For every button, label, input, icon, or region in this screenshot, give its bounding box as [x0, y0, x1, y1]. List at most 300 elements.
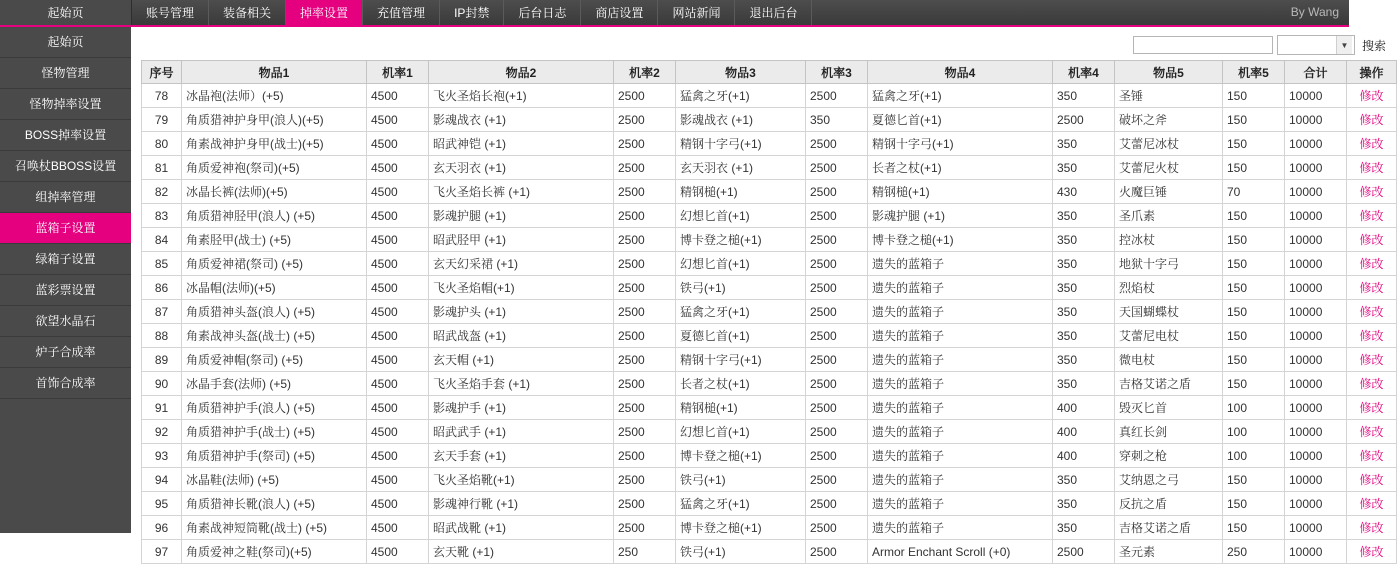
cell-i1: 角素战神护身甲(战士)(+5): [182, 132, 367, 156]
cell-i2: 飞火圣焰长裤 (+1): [429, 180, 614, 204]
cell-i3: 玄天羽衣 (+1): [676, 156, 806, 180]
cell-i4: 夏德匕首(+1): [868, 108, 1053, 132]
cell-r1: 4500: [367, 372, 429, 396]
cell-i3: 精钢槌(+1): [676, 180, 806, 204]
cell-r5: 100: [1223, 444, 1285, 468]
edit-link[interactable]: 修改: [1359, 545, 1384, 559]
top-nav-item[interactable]: 网站新闻: [658, 0, 735, 25]
cell-total: 10000: [1285, 156, 1347, 180]
sidebar-item[interactable]: 炉子合成率: [0, 337, 131, 368]
cell-i2: 昭武战靴 (+1): [429, 516, 614, 540]
edit-link[interactable]: 修改: [1359, 329, 1384, 343]
top-nav-item[interactable]: 掉率设置: [286, 0, 363, 25]
cell-r2: 2500: [614, 468, 676, 492]
cell-r4: 350: [1053, 324, 1115, 348]
top-nav-item[interactable]: 后台日志: [504, 0, 581, 25]
cell-total: 10000: [1285, 276, 1347, 300]
table-column-header: 物品2: [429, 61, 614, 84]
cell-r4: 350: [1053, 252, 1115, 276]
table-row: [142, 420, 1397, 444]
sidebar-item[interactable]: 欲望水晶石: [0, 306, 131, 337]
table-column-header: 机率3: [806, 61, 868, 84]
cell-r1: 4500: [367, 516, 429, 540]
cell-r2: 2500: [614, 300, 676, 324]
cell-i3: 猛禽之牙(+1): [676, 84, 806, 108]
cell-r2: 2500: [614, 228, 676, 252]
table-row: [142, 252, 1397, 276]
cell-i5: 反抗之盾: [1115, 492, 1223, 516]
cell-r5: 150: [1223, 516, 1285, 540]
cell-i1: 角质猎神护手(浪人) (+5): [182, 396, 367, 420]
table-row: [142, 108, 1397, 132]
cell-r5: 150: [1223, 276, 1285, 300]
edit-link[interactable]: 修改: [1359, 473, 1384, 487]
cell-r4: 400: [1053, 444, 1115, 468]
cell-total: 10000: [1285, 204, 1347, 228]
cell-i2: 玄天手套 (+1): [429, 444, 614, 468]
table-column-header: 物品4: [868, 61, 1053, 84]
cell-r3: 2500: [806, 396, 868, 420]
cell-i2: 玄天靴 (+1): [429, 540, 614, 564]
cell-i4: 猛禽之牙(+1): [868, 84, 1053, 108]
cell-i5: 圣锤: [1115, 84, 1223, 108]
cell-operation: [1347, 84, 1397, 108]
cell-operation: [1347, 204, 1397, 228]
cell-operation: [1347, 132, 1397, 156]
cell-no: 97: [142, 540, 182, 564]
cell-r2: 2500: [614, 84, 676, 108]
cell-r5: 150: [1223, 156, 1285, 180]
home-tab[interactable]: 起始页: [0, 0, 132, 25]
cell-r1: 4500: [367, 252, 429, 276]
cell-r4: 350: [1053, 300, 1115, 324]
search-input[interactable]: [1133, 36, 1273, 54]
cell-r4: 350: [1053, 228, 1115, 252]
table-row: [142, 540, 1397, 564]
cell-r4: 350: [1053, 492, 1115, 516]
cell-r3: 2500: [806, 180, 868, 204]
table-row: [142, 444, 1397, 468]
sidebar-item[interactable]: 蓝彩票设置: [0, 275, 131, 306]
cell-i3: 长者之杖(+1): [676, 372, 806, 396]
cell-r4: 350: [1053, 84, 1115, 108]
cell-operation: [1347, 540, 1397, 564]
cell-i5: 艾纳恩之弓: [1115, 468, 1223, 492]
cell-r1: 4500: [367, 132, 429, 156]
cell-i5: 地狱十字弓: [1115, 252, 1223, 276]
cell-i1: 角质爱神裙(祭司) (+5): [182, 252, 367, 276]
cell-operation: [1347, 468, 1397, 492]
table-row: [142, 180, 1397, 204]
cell-i2: 昭武胫甲 (+1): [429, 228, 614, 252]
table-row: [142, 156, 1397, 180]
cell-total: 10000: [1285, 468, 1347, 492]
cell-operation: [1347, 372, 1397, 396]
cell-operation: [1347, 156, 1397, 180]
cell-r5: 150: [1223, 204, 1285, 228]
cell-r5: 150: [1223, 84, 1285, 108]
table-column-header: 机率4: [1053, 61, 1115, 84]
table-row: [142, 516, 1397, 540]
cell-total: 10000: [1285, 228, 1347, 252]
cell-r2: 2500: [614, 420, 676, 444]
cell-r3: 350: [806, 108, 868, 132]
cell-r4: 350: [1053, 468, 1115, 492]
cell-i1: 角素战神短筒靴(战士) (+5): [182, 516, 367, 540]
cell-i3: 猛禽之牙(+1): [676, 300, 806, 324]
cell-no: 86: [142, 276, 182, 300]
cell-no: 85: [142, 252, 182, 276]
cell-operation: [1347, 108, 1397, 132]
edit-link[interactable]: 修改: [1359, 137, 1384, 151]
cell-total: 10000: [1285, 84, 1347, 108]
cell-total: 10000: [1285, 444, 1347, 468]
sidebar-item[interactable]: BOSS掉率设置: [0, 120, 131, 151]
cell-r1: 4500: [367, 156, 429, 180]
cell-operation: [1347, 516, 1397, 540]
cell-operation: [1347, 396, 1397, 420]
table-row: [142, 348, 1397, 372]
search-bar: [131, 27, 1397, 60]
table-row: [142, 300, 1397, 324]
cell-i4: 遗失的蓝箱子: [868, 396, 1053, 420]
top-nav-item[interactable]: 账号管理: [132, 0, 209, 25]
cell-i3: 精钢十字弓(+1): [676, 132, 806, 156]
cell-no: 79: [142, 108, 182, 132]
search-field-select[interactable]: [1277, 35, 1355, 55]
cell-r3: 2500: [806, 372, 868, 396]
sidebar-item[interactable]: 起始页: [0, 27, 131, 58]
table-row: [142, 372, 1397, 396]
table-column-header: 机率1: [367, 61, 429, 84]
cell-no: 84: [142, 228, 182, 252]
cell-i5: 圣爪素: [1115, 204, 1223, 228]
cell-operation: [1347, 492, 1397, 516]
table-row: [142, 492, 1397, 516]
cell-r1: 4500: [367, 324, 429, 348]
cell-no: 88: [142, 324, 182, 348]
cell-total: 10000: [1285, 372, 1347, 396]
byline-text: By Wang: [1290, 5, 1339, 19]
cell-r4: 430: [1053, 180, 1115, 204]
cell-i1: 角质猎神护手(战士) (+5): [182, 420, 367, 444]
edit-link[interactable]: 修改: [1359, 113, 1384, 127]
top-nav-item[interactable]: 装备相关: [209, 0, 286, 25]
cell-r3: 2500: [806, 228, 868, 252]
cell-r1: 4500: [367, 492, 429, 516]
cell-total: 10000: [1285, 252, 1347, 276]
edit-link[interactable]: 修改: [1359, 401, 1384, 415]
cell-r3: 2500: [806, 300, 868, 324]
cell-r2: 250: [614, 540, 676, 564]
cell-i1: 角质爱神之鞋(祭司)(+5): [182, 540, 367, 564]
cell-i4: 精钢槌(+1): [868, 180, 1053, 204]
top-nav-item[interactable]: 商店设置: [581, 0, 658, 25]
cell-operation: [1347, 420, 1397, 444]
table-column-header: 物品1: [182, 61, 367, 84]
sidebar-item[interactable]: 召唤杖BBOSS设置: [0, 151, 131, 182]
cell-r3: 2500: [806, 276, 868, 300]
cell-no: 93: [142, 444, 182, 468]
cell-i3: 博卡登之槌(+1): [676, 516, 806, 540]
cell-no: 87: [142, 300, 182, 324]
cell-r2: 2500: [614, 276, 676, 300]
cell-i1: 角素胫甲(战士) (+5): [182, 228, 367, 252]
cell-i2: 影魂护头 (+1): [429, 300, 614, 324]
cell-i5: 艾蕾尼冰杖: [1115, 132, 1223, 156]
cell-i5: 穿刺之枪: [1115, 444, 1223, 468]
cell-i4: 遗失的蓝箱子: [868, 300, 1053, 324]
cell-i3: 精钢槌(+1): [676, 396, 806, 420]
cell-operation: [1347, 180, 1397, 204]
cell-no: 89: [142, 348, 182, 372]
cell-i2: 昭武武手 (+1): [429, 420, 614, 444]
cell-r3: 2500: [806, 444, 868, 468]
cell-r3: 2500: [806, 252, 868, 276]
table-body: [142, 84, 1397, 564]
cell-r4: 350: [1053, 516, 1115, 540]
cell-r1: 4500: [367, 204, 429, 228]
cell-total: 10000: [1285, 132, 1347, 156]
cell-i3: 幻想匕首(+1): [676, 252, 806, 276]
content-area: [131, 27, 1397, 559]
cell-i5: 吉格艾诺之盾: [1115, 372, 1223, 396]
edit-link[interactable]: 修改: [1359, 305, 1384, 319]
edit-link[interactable]: 修改: [1359, 353, 1384, 367]
cell-i1: 角素战神头盔(战士) (+5): [182, 324, 367, 348]
cell-r5: 100: [1223, 420, 1285, 444]
edit-link[interactable]: 修改: [1359, 281, 1384, 295]
cell-i4: 博卡登之槌(+1): [868, 228, 1053, 252]
cell-r1: 4500: [367, 228, 429, 252]
cell-r3: 2500: [806, 420, 868, 444]
cell-r5: 150: [1223, 468, 1285, 492]
cell-i5: 艾蕾尼火杖: [1115, 156, 1223, 180]
cell-i1: 角质猎神护手(祭司) (+5): [182, 444, 367, 468]
cell-r1: 4500: [367, 468, 429, 492]
cell-r3: 2500: [806, 324, 868, 348]
cell-i2: 影魂护腿 (+1): [429, 204, 614, 228]
cell-r3: 2500: [806, 492, 868, 516]
cell-r3: 2500: [806, 156, 868, 180]
chevron-down-icon: ▼: [1336, 36, 1352, 54]
table-row: [142, 396, 1397, 420]
edit-link[interactable]: 修改: [1359, 209, 1384, 223]
edit-link[interactable]: 修改: [1359, 497, 1384, 511]
cell-r5: 70: [1223, 180, 1285, 204]
cell-i5: 天国蝴蝶杖: [1115, 300, 1223, 324]
cell-i1: 角质猎神胫甲(浪人) (+5): [182, 204, 367, 228]
table-row: [142, 132, 1397, 156]
table-row: [142, 84, 1397, 108]
table-row: [142, 468, 1397, 492]
cell-i2: 飞火圣焰靴(+1): [429, 468, 614, 492]
cell-r1: 4500: [367, 444, 429, 468]
cell-no: 82: [142, 180, 182, 204]
body-split: [0, 27, 1386, 559]
cell-i3: 幻想匕首(+1): [676, 204, 806, 228]
cell-i3: 博卡登之槌(+1): [676, 444, 806, 468]
cell-r4: 350: [1053, 276, 1115, 300]
edit-link[interactable]: 修改: [1359, 425, 1384, 439]
cell-i4: 遗失的蓝箱子: [868, 420, 1053, 444]
cell-r5: 150: [1223, 108, 1285, 132]
cell-i5: 真红长剑: [1115, 420, 1223, 444]
edit-link[interactable]: 修改: [1359, 185, 1384, 199]
cell-r5: 150: [1223, 348, 1285, 372]
cell-r5: 150: [1223, 252, 1285, 276]
cell-i1: 冰晶帽(法师)(+5): [182, 276, 367, 300]
cell-r2: 2500: [614, 444, 676, 468]
cell-r5: 150: [1223, 492, 1285, 516]
cell-r4: 400: [1053, 420, 1115, 444]
table-header-row: [142, 61, 1397, 84]
cell-r4: 350: [1053, 156, 1115, 180]
sidebar-item[interactable]: 首饰合成率: [0, 368, 131, 399]
cell-total: 10000: [1285, 300, 1347, 324]
cell-i3: 铁弓(+1): [676, 468, 806, 492]
cell-i5: 火魔巨锤: [1115, 180, 1223, 204]
cell-r1: 4500: [367, 84, 429, 108]
cell-no: 80: [142, 132, 182, 156]
cell-i5: 艾蕾尼电杖: [1115, 324, 1223, 348]
table-column-header: 序号: [142, 61, 182, 84]
cell-i2: 影魂神行靴 (+1): [429, 492, 614, 516]
cell-i1: 冰晶长裤(法师)(+5): [182, 180, 367, 204]
cell-total: 10000: [1285, 516, 1347, 540]
cell-r5: 150: [1223, 324, 1285, 348]
cell-r2: 2500: [614, 156, 676, 180]
cell-i2: 昭武神铠 (+1): [429, 132, 614, 156]
cell-r4: 400: [1053, 396, 1115, 420]
sidebar-item[interactable]: 组掉率管理: [0, 182, 131, 213]
cell-r2: 2500: [614, 108, 676, 132]
cell-r4: 350: [1053, 204, 1115, 228]
cell-operation: [1347, 348, 1397, 372]
cell-r3: 2500: [806, 204, 868, 228]
cell-r5: 150: [1223, 300, 1285, 324]
cell-r5: 250: [1223, 540, 1285, 564]
sidebar: [0, 27, 131, 533]
cell-i3: 影魂战衣 (+1): [676, 108, 806, 132]
edit-link[interactable]: 修改: [1359, 233, 1384, 247]
cell-i2: 飞火圣焰长袍(+1): [429, 84, 614, 108]
edit-link[interactable]: 修改: [1359, 449, 1384, 463]
cell-r4: 2500: [1053, 108, 1115, 132]
cell-no: 92: [142, 420, 182, 444]
cell-no: 95: [142, 492, 182, 516]
cell-i5: 吉格艾诺之盾: [1115, 516, 1223, 540]
table-row: [142, 228, 1397, 252]
cell-r2: 2500: [614, 492, 676, 516]
cell-r1: 4500: [367, 300, 429, 324]
table-column-header: 机率2: [614, 61, 676, 84]
cell-r2: 2500: [614, 372, 676, 396]
cell-i5: 微电杖: [1115, 348, 1223, 372]
cell-r4: 2500: [1053, 540, 1115, 564]
cell-r2: 2500: [614, 132, 676, 156]
cell-r1: 4500: [367, 180, 429, 204]
cell-r2: 2500: [614, 252, 676, 276]
cell-i5: 毁灭匕首: [1115, 396, 1223, 420]
table-row: [142, 276, 1397, 300]
top-nav-item[interactable]: 充值管理: [363, 0, 440, 25]
cell-i2: 昭武战盔 (+1): [429, 324, 614, 348]
cell-i1: 角质爱神袍(祭司)(+5): [182, 156, 367, 180]
cell-i2: 玄天幻采裙 (+1): [429, 252, 614, 276]
cell-i4: 遗失的蓝箱子: [868, 324, 1053, 348]
edit-link[interactable]: 修改: [1359, 377, 1384, 391]
cell-i5: 烈焰杖: [1115, 276, 1223, 300]
cell-total: 10000: [1285, 420, 1347, 444]
cell-i3: 幻想匕首(+1): [676, 420, 806, 444]
edit-link[interactable]: 修改: [1359, 89, 1384, 103]
cell-r1: 4500: [367, 276, 429, 300]
cell-i1: 角质猎神头盔(浪人) (+5): [182, 300, 367, 324]
sidebar-item[interactable]: 怪物掉率设置: [0, 89, 131, 120]
cell-total: 10000: [1285, 492, 1347, 516]
cell-operation: [1347, 444, 1397, 468]
table-column-header: 操作: [1347, 61, 1397, 84]
cell-i3: 精钢十字弓(+1): [676, 348, 806, 372]
cell-i3: 猛禽之牙(+1): [676, 492, 806, 516]
cell-r3: 2500: [806, 540, 868, 564]
table-column-header: 机率5: [1223, 61, 1285, 84]
cell-r3: 2500: [806, 348, 868, 372]
cell-r1: 4500: [367, 108, 429, 132]
edit-link[interactable]: 修改: [1359, 161, 1384, 175]
cell-i4: Armor Enchant Scroll (+0): [868, 540, 1053, 564]
sidebar-item[interactable]: 蓝箱子设置: [0, 213, 131, 244]
cell-i4: 遗失的蓝箱子: [868, 492, 1053, 516]
cell-r1: 4500: [367, 540, 429, 564]
cell-r2: 2500: [614, 396, 676, 420]
top-nav-item[interactable]: IP封禁: [440, 0, 504, 25]
cell-i4: 遗失的蓝箱子: [868, 252, 1053, 276]
table-column-header: 物品3: [676, 61, 806, 84]
table-column-header: 合计: [1285, 61, 1347, 84]
cell-r4: 350: [1053, 372, 1115, 396]
cell-i2: 飞火圣焰手套 (+1): [429, 372, 614, 396]
cell-i4: 精钢十字弓(+1): [868, 132, 1053, 156]
cell-operation: [1347, 276, 1397, 300]
search-button[interactable]: 搜索: [1361, 38, 1386, 53]
cell-i2: 飞火圣焰帽(+1): [429, 276, 614, 300]
sidebar-item[interactable]: 怪物管理: [0, 58, 131, 89]
cell-i4: 遗失的蓝箱子: [868, 372, 1053, 396]
cell-operation: [1347, 324, 1397, 348]
cell-no: 81: [142, 156, 182, 180]
edit-link[interactable]: 修改: [1359, 521, 1384, 535]
cell-r3: 2500: [806, 516, 868, 540]
cell-no: 90: [142, 372, 182, 396]
edit-link[interactable]: 修改: [1359, 257, 1384, 271]
cell-r2: 2500: [614, 348, 676, 372]
cell-r2: 2500: [614, 516, 676, 540]
cell-total: 10000: [1285, 180, 1347, 204]
cell-i4: 遗失的蓝箱子: [868, 516, 1053, 540]
cell-i1: 角质爱神帽(祭司) (+5): [182, 348, 367, 372]
cell-i5: 破坏之斧: [1115, 108, 1223, 132]
cell-i1: 角质猎神长靴(浪人) (+5): [182, 492, 367, 516]
cell-r5: 150: [1223, 372, 1285, 396]
sidebar-item[interactable]: 绿箱子设置: [0, 244, 131, 275]
cell-i1: 冰晶手套(法师) (+5): [182, 372, 367, 396]
cell-r1: 4500: [367, 396, 429, 420]
cell-r5: 100: [1223, 396, 1285, 420]
top-nav-item[interactable]: 退出后台: [735, 0, 812, 25]
cell-r5: 150: [1223, 228, 1285, 252]
